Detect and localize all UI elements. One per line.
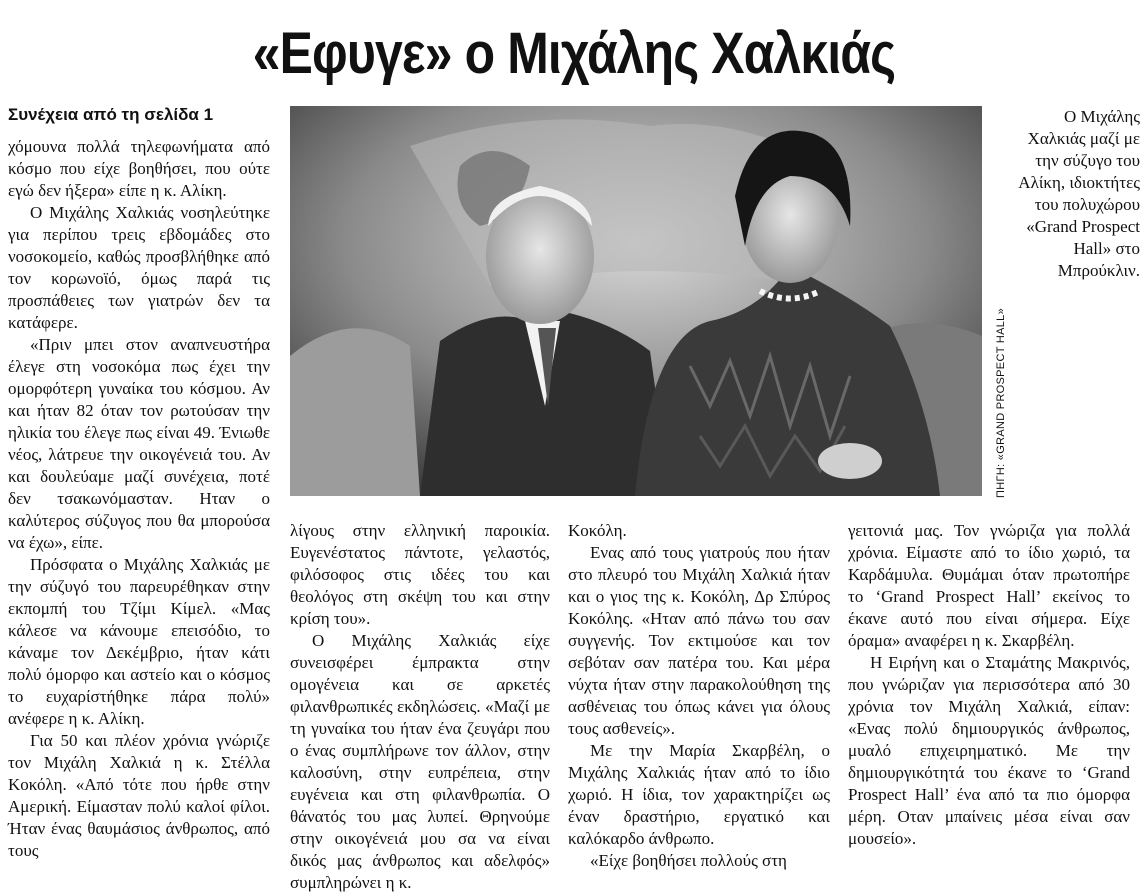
paragraph: Για 50 και πλέον χρόνια γνώριζε τον Μιχάλη Χαλκιά η κ. Στέλλα Κοκόλη. «Από τότε που ήρθε στην Αμερική. Είμασταν πολύ καλοί φίλοι. Ήταν ένας θαυμάσιος άνθρωπος, από τους	[8, 731, 270, 860]
paragraph: «Πριν μπει στον αναπνευστήρα έλεγε στη νοσοκόμα πως έχει την ομορφότερη γυναίκα του κόσμου. Αν και ήταν 82 όταν τον ρωτούσαν την ηλικία του έλεγε πως είναι 49. Ένιωθε νέος, λάτρευε την οικογένειά του. Αν και δουλεύαμε μαζί συνέχεια, ποτέ δεν τσακωνόμασταν. Ηταν ο καλύτερος σύζυγος που θα μπορούσα να έχω», είπε.	[8, 335, 270, 552]
photo-caption: Ο Μιχάλης Χαλκιάς μαζί με την σύζυγο του Αλίκη, ιδιοκτήτες του πολυχώρου «Grand Prospect Hall» στο Μπρούκλιν.	[1018, 107, 1140, 280]
paragraph: Πρόσφατα ο Μιχάλης Χαλκιάς με την σύζυγό του παρευρέθηκαν στην εκπομπή του Τζίμι Κίμελ. «Μας κάλεσε να κάνουμε επεισόδιο, το κάναμε τον Δεκέμβριο, ήταν κάτι πολύ όμορφο και αστείο και ο κόσμος το ευχαρίστήθηκε πάρα πολύ» ανέφερε η κ. Αλίκη.	[8, 555, 270, 728]
paragraph: Ενας από τους γιατρούς που ήταν στο πλευρό του Μιχάλη Χαλκιά ήταν και ο γιος της κ. Κοκόλη, Δρ Σπύρος Κοκόλης. «Ηταν από πάνω του σαν συγγενής. Τον εκτιμούσε και τον σεβόταν σαν πατέρα του. Και μέρα νύχτα ήταν στην παρακολούθηση της ασθένειας του όπως κάνει για όλους τους ασθενείς».	[568, 543, 830, 738]
paragraph: Κοκόλη.	[568, 521, 627, 540]
paragraph: Η Ειρήνη και ο Σταμάτης Μακρινός, που γνώριζαν για περισσότερα από 30 χρόνια τον Μιχάλη Χαλκιά, είπαν: «Ενας πολύ δημιουργικός άνθρωπος, μυαλό επιχειρηματικό. Με την δημιουργικότητά του έκανε το ‘Grand Prospect Hall’ ένα από τα πιο όμορφα μέρη. Οταν μπαίνεις μέσα είναι σαν μουσείο».	[848, 653, 1130, 848]
paragraph: χόμουνα πολλά τηλεφωνήματα από κόσμο που είχε βοηθήσει, που ούτε εγώ δεν ήξερα» είπε η κ. Αλίκη.	[8, 137, 270, 200]
paragraph: λίγους στην ελληνική παροικία. Ευγενέστατος πάντοτε, γελαστός, φιλόσοφος στις ιδέες του και θεολόγος στη σκέψη του και στην κρίση του».	[290, 521, 550, 628]
article-column-1	[8, 136, 270, 858]
article-column-4	[848, 520, 1130, 858]
continuation-note: Συνέχεια από τη σελίδα 1	[8, 105, 214, 124]
paragraph: Ο Μιχάλης Χαλκιάς νοσηλεύτηκε για περίπου τρεις εβδομάδες στο νοσοκομείο, καθώς προσβλήθηκε από τον κορωνοϊό, όμως παρά τις προσπάθειες των γιατρών δεν τα κατάφερε.	[8, 203, 270, 332]
article-column-2	[290, 520, 550, 892]
headline: «Εφυγε» ο Μιχάλης Χαλκιάς	[252, 21, 896, 86]
couple-photo	[290, 106, 982, 496]
article-column-3	[568, 520, 830, 870]
paragraph: «Είχε βοηθήσει πολλούς στη	[590, 851, 787, 870]
paragraph: Ο Μιχάλης Χαλκιάς είχε συνεισφέρει έμπρακτα στην ομογένεια και σε αρκετές φιλανθρωπικές εκδηλώσεις. «Μαζί με τη γυναίκα του ήταν ένα ζευγάρι που ο ένας συμπλήρωνε τον άλλον, στην καλοσύνη, στην ευπρέπεια, στην ευγένεια και στη φιλανθρωπία. Ο θάνατός του μας λυπεί. Θρηνούμε στην οικογένειά μου σα να είναι δικός μας άνθρωπος και αδελφός» συμπληρώνει η κ.	[290, 631, 550, 892]
paragraph: γειτονιά μας. Τον γνώριζα για πολλά χρόνια. Είμαστε από το ίδιο χωριό, τα Καρδάμυλα. Θυμάμαι όταν πρωτοπήρε το ‘Grand Prospect Hall’ εκείνος το έκανε αυτό που είναι σήμερα. Είχε όραμα» αναφέρει η κ. Σκαρβέλη.	[848, 521, 1130, 650]
paragraph: Με την Μαρία Σκαρβέλη, ο Μιχάλης Χαλκιάς ήταν από το ίδιο χωριό. Η ίδια, τον χαρακτηρίζει ως έναν δραστήριο, εργατικό και καλόκαρδο άνθρωπο.	[568, 741, 830, 848]
photo-credit	[985, 106, 1005, 496]
photo-credit-text: ΠΗΓΗ: «GRAND PROSPECT HALL»	[995, 307, 1007, 498]
